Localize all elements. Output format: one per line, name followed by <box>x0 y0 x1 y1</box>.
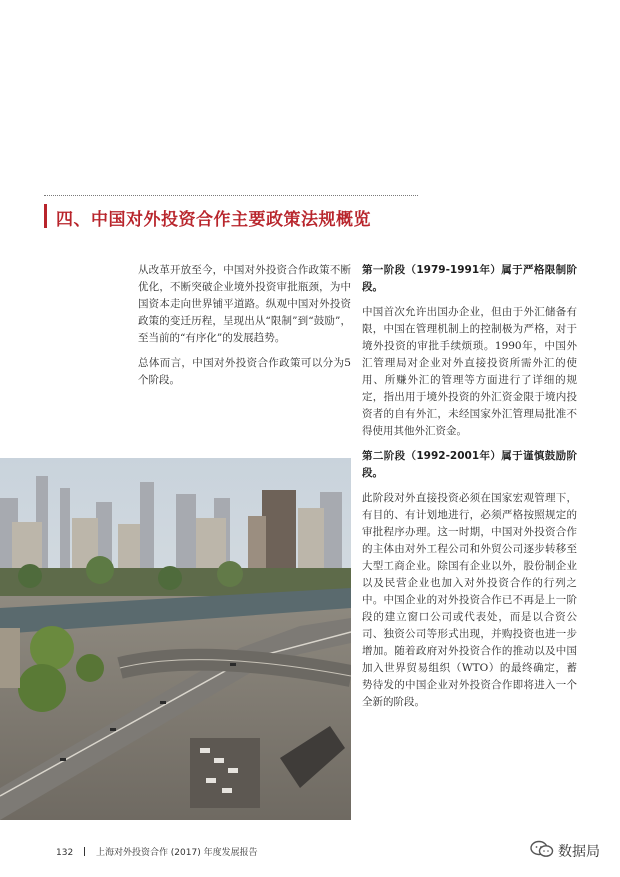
right-text-column <box>362 262 577 719</box>
brand-watermark <box>530 840 600 862</box>
brand-name: 数据局 <box>558 844 600 860</box>
report-title: 上海对外投资合作 (2017) 年度发展报告 <box>95 848 258 858</box>
wechat-icon <box>530 840 554 862</box>
page-footer <box>56 845 258 858</box>
section-title: 四、中国对外投资合作主要政策法规概览 <box>56 210 371 230</box>
summary-paragraph: 总体而言，中国对外投资合作政策可以分为5个阶段。 <box>138 357 351 386</box>
stage1-body: 中国首次允许出国办企业，但由于外汇储备有限，中国在管理机制上的控制极为严格，对于境外投资的审批手续烦琐。1990年，中国外汇管理局对企业对外直接投资所需外汇的使用、所赚外汇的管理等方面进行了详细的规定，指出用于境外投资的外汇资金限于境内投资者的自有外汇，未经国家外汇管理局批准不得使用其他外汇资金。 <box>362 306 577 437</box>
stage1-heading: 第一阶段（1979-1991年）属于严格限制阶段。 <box>362 264 577 293</box>
page-number: 132 <box>56 848 74 858</box>
top-dotted-rule <box>44 195 418 196</box>
footer-separator <box>84 847 85 856</box>
left-text-column <box>138 262 351 397</box>
section-accent-bar <box>44 204 47 228</box>
intro-paragraph: 从改革开放至今，中国对外投资合作政策不断优化，不断突破企业境外投资审批瓶颈，为中国资本走向世界铺平道路。纵观中国对外投资政策的变迁历程，呈现出从“限制”到“鼓励”，至当前的“有序化”的发展趋势。 <box>138 264 351 344</box>
stage2-body: 此阶段对外直接投资必须在国家宏观管理下，有目的、有计划地进行，必须严格按照规定的审批程序办理。这一时期，中国对外投资合作的主体由对外工程公司和外贸公司逐步转移至大型工商企业。除国有企业以外，股份制企业以及民营企业也加入对外投资合作的行列之中。中国企业的对外投资合作已不再是上一阶段的建立窗口公司或代表处，而是以合资公司、独资公司等形式出现，并购投资也进一步增加。随着政府对外投资合作的推动以及中国加入世界贸易组织（WTO）的最终确定，蓄势待发的中国企业对外投资合作即将进入一个全新的阶段。 <box>362 492 577 708</box>
stage2-heading: 第二阶段（1992-2001年）属于谨慎鼓励阶段。 <box>362 450 577 479</box>
city-overpass-photo <box>0 458 351 820</box>
